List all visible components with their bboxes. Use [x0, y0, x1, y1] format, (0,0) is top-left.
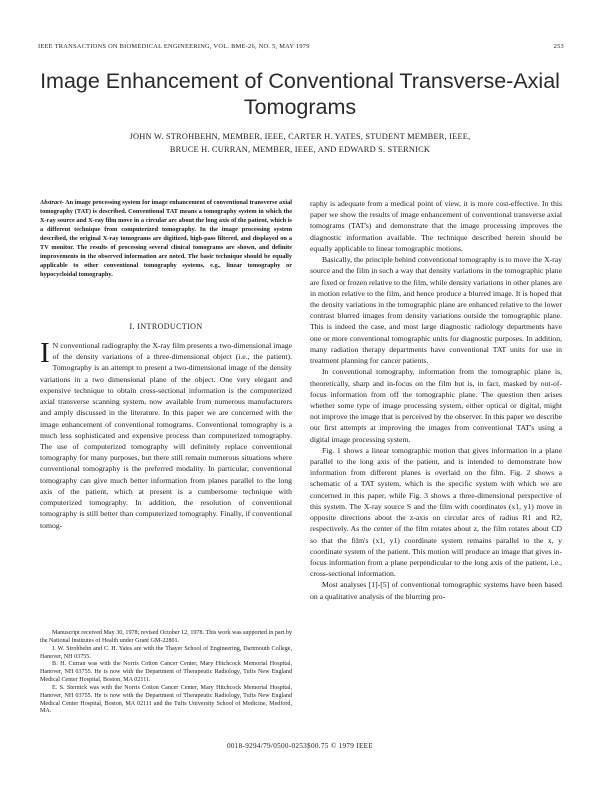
author-line-2: BRUCE H. CURRAN, MEMBER, IEEE, AND EDWARD S. STERNICK [169, 145, 431, 154]
paragraph: In conventional tomography, information from the tomographic plane is, theoretically, sharp and in-focus on the film but is, in fact, masked by out-of-focus information from off the tomographic plane. The question then arises whether some type of image processing system, either optical or digital, might not improve the image that is perceived by the observer. In this paper we describe our first attempts at improving the images from conventional TAT's using a digital image processing system. [310, 367, 562, 444]
author-list [40, 130, 560, 156]
abstract-text: An image processing system for image enhancement of conventional transverse axial tomography (TAT) is described. Conventional TAT means a tomography system in which the X-ray source and X-ray film move in a circular arc about the long axis of the patient, which is a different technique from computerized tomography. In the image processing system described, the original X-ray tomograms are digitized, high-pass filtered, and displayed on a TV monitor. The results of processing several clinical tomograms are shown, and definite improvements in the observed information are noted. The basic technique should be equally applicable to other conventional tomography systems, e.g., linear tomography or hypocycloidal tomography. [40, 199, 292, 278]
abstract-lead: Abstract- [40, 199, 64, 206]
footnote: Manuscript received May 30, 1978; revised October 12, 1978. This work was supported in part by the National Institutes of Health under Grant GM-22801. [40, 630, 292, 644]
paragraph: Fig. 1 shows a linear tomographic motion that gives information in a plane parallel to the long axis of the patient, and is intended to demonstrate how information from different planes is overlaid on the film. Fig. 2 shows a schematic of a TAT system, which is the specific system with which we are concerned in this paper, while Fig. 3 shows a three-dimensional perspective of this system. The X-ray source S and the film with coordinates (x1, y1) move in opposite directions about the z-axis on circular arcs of radius R1 and R2, respectively. As the center of the film rotates about z, the film rotates about CD so that the film's (x1, y1) coordinate system remains parallel to the x, y coordinate system of the patient. This motion will produce an image that gives in-focus information from a plane perpendicular to the long axis of the patient, i.e., cross-sectional information. [310, 445, 562, 579]
paper-title: Image Enhancement of Conventional Transverse-Axial Tomograms [40, 69, 560, 119]
footnotes [40, 630, 292, 716]
right-column-body [310, 198, 562, 602]
paragraph: raphy is adequate from a medical point of view, it is more cost-effective. In this paper we show the results of image enhancement of conventional transverse axial tomograms (TAT's) and demonstrate that the image processing improves the diagnostic information available. The technique described herein should be equally applicable to linear tomographic motions. [310, 199, 562, 253]
running-head [38, 43, 564, 55]
introduction-body [40, 337, 292, 531]
section-heading: I. INTRODUCTION [129, 322, 203, 331]
footnote: J. W. Strohbehn and C. H. Yates are with the Thayer School of Engineering, Dartmouth College, Hanover, NH 03755. [40, 645, 292, 660]
page-number: 253 [553, 43, 564, 50]
journal-citation: IEEE TRANSACTIONS ON BIOMEDICAL ENGINEERING, VOL. BME-26, NO. 5, MAY 1979 [38, 43, 310, 50]
abstract [40, 198, 292, 279]
author-line-1: JOHN W. STROHBEHN, MEMBER, IEEE, CARTER H. YATES, STUDENT MEMBER, IEEE, [129, 132, 471, 141]
paragraph: Basically, the principle behind conventional tomography is to move the X-ray source and the film in such a way that density variations in the tomographic plane are fixed or frozen relative to the film, while density variations in other planes are in motion relative to the film, and hence produce a blurred image. It is hoped that the density variations in the tomographic plane are enhanced relative to the lower contrast blurred images from density variations outside the tomographic plane. This is indeed the case, and most large diagnostic radiology departments have one or more conventional tomographic units for diagnostic purposes. In addition, many radiation therapy departments have conventional TAT units for use in treatment planning for cancer patients. [310, 255, 562, 366]
paragraph: Most analyses [1]-[5] of conventional tomographic systems have been based on a qualitative analysis of the blurring pro- [310, 580, 562, 601]
footnote: E. S. Sternick was with the Norris Cotton Cancer Center, Mary Hitchcock Memorial Hospital, Hanover, NH 03755. He is now with the Department of Therapeutic Radiology, Tufts New England Medical Center Hospital, Boston, MA 02111 and the Tufts University School of Medicine, Medford, MA. [40, 684, 292, 715]
drop-cap: I [40, 337, 50, 369]
copyright-line: 0018-9294/79/0500-0253$00.75 © 1979 IEEE [226, 742, 374, 750]
introduction-text: N conventional radiography the X-ray film presents a two-dimensional image of the density variations of a three-dimensional object (i.e., the patient). Tomography is an attempt to present a two-dimensional image of the density variations in a two dimensional plane of the object. One very elegant and expensive technique to obtain cross-sectional information is the computerized axial transverse scanning system, now available from numerous manufacturers and amply discussed in the literature. In this paper we are concerned with the image enhancement of conventional tomograms. Conventional tomography is a much less sophisticated and expensive process than computerized tomography. The use of computerized tomography will definitely replace conventional tomography for many purposes, but there still remain numerous situations where conventional tomography is the preferred modality. In particular, conventional tomography can give much better information from planes parallel to the long axis of the patient, which at present is a cumbersome technique with computerized tomography. In addition, the resolution of conventional tomography is still better than computerized tomography. Finally, if conventional tomog- [40, 341, 292, 530]
footnote: B. H. Curran was with the Norris Cotton Cancer Center, Mary Hitchcock Memorial Hospital, Hanover, NH 03755. He is now with the Department of Therapeutic Radiology, Tufts New England Medical Center Hospital, Boston, MA 02111. [40, 661, 292, 684]
